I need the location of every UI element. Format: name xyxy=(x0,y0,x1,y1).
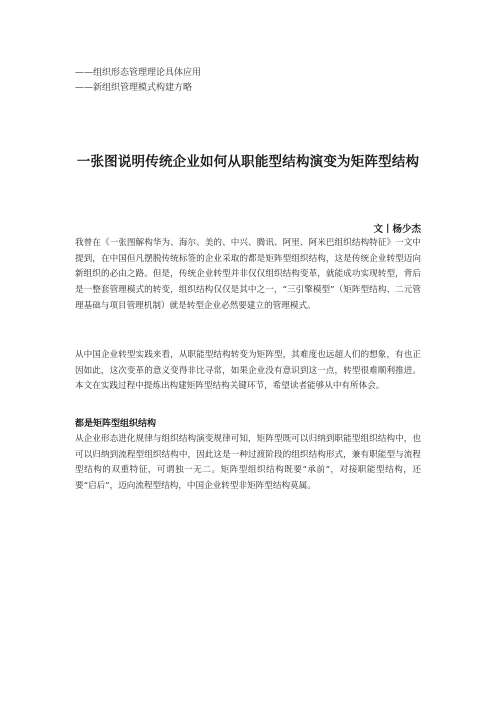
subtitle-line-1: ——组织形态管理理论具体应用 xyxy=(75,68,202,78)
author-byline: 文丨杨少杰 xyxy=(373,224,421,235)
section-heading: 都是矩阵型组织结构 xyxy=(75,419,157,429)
paragraph-matrix: 从企业形态进化规律与组织结构演变规律可知，矩阵型既可以归纳到职能型组织结构中，也可以归纳到流程型组织结构中，因此这是一种过渡阶段的组织结构形式，兼有职能型与流程型结构的双重特征，可谓独一无二。矩阵型组织结构既要“承前”，对接职能型结构，还要“启后”，迈向流程型结构，中国企业转型非矩阵型结构莫属。 xyxy=(75,434,421,492)
paragraph-practice: 从中国企业转型实践来看，从职能型结构转变为矩阵型，其难度也远超人们的想象，有也正因如此，这次变革的意义变得非比寻常，如果企业没有意识到这一点，转型很难顺利推进。本文在实践过程中提炼出构建矩阵型结构关键环节，希望读者能够从中有所体会。 xyxy=(75,350,421,392)
subtitle-line-2: ——新组织管理模式构建方略 xyxy=(75,83,193,93)
article-title: 一张图说明传统企业如何从职能型结构演变为矩阵型结构 xyxy=(76,154,420,170)
paragraph-intro: 我曾在《一张图解构华为、海尔、美的、中兴、腾讯、阿里、阿米巴组织结构特征》一文中提到，在中国但凡摆脱传统标签的企业采取的都是矩阵型组织结构，这是传统企业转型迈向新组织的必由之路。但是，传统企业转型并非仅仅组织结构变革，就能成功实现转型，背后是一整套管理模式的转变，组织结构仅仅是其中之一，“三引擎模型”（矩阵型结构、二元管理基础与项目管理机制）就是转型企业必然要建立的管理模式。 xyxy=(75,238,421,311)
